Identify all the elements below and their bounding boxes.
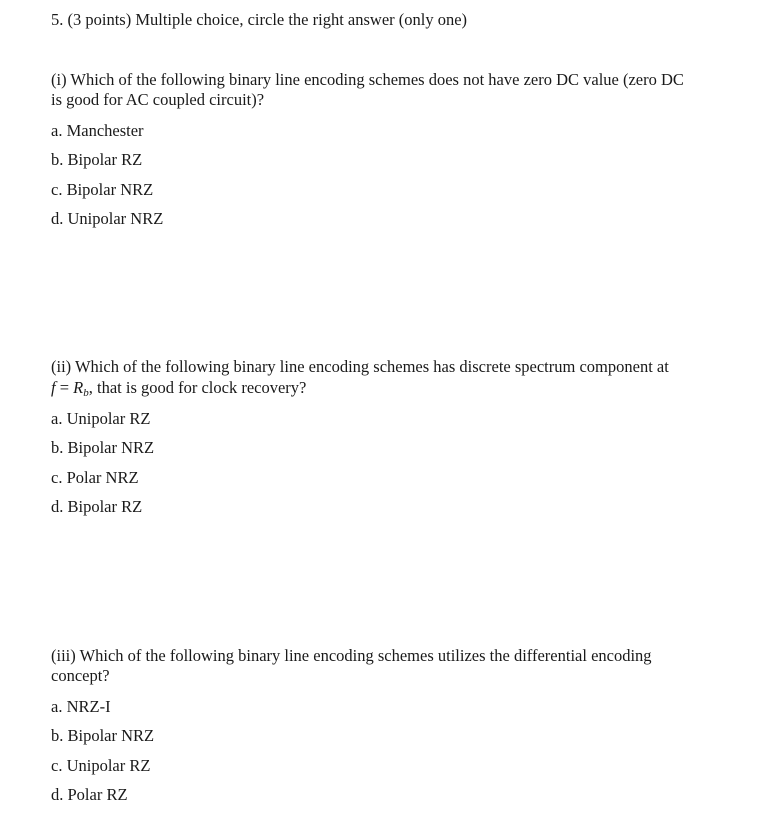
- question-1-line-1: (i) Which of the following binary line encoding schemes does not have zero DC value (zero DC: [51, 70, 684, 89]
- question-2-line-1: (ii) Which of the following binary line encoding schemes has discrete spectrum component at: [51, 357, 669, 376]
- question-3-line-2: concept?: [51, 666, 110, 685]
- question-3-option-c[interactable]: c. Unipolar RZ: [51, 756, 151, 775]
- math-subscript-b: b: [83, 387, 89, 399]
- math-equals: =: [55, 378, 74, 397]
- question-1-option-d[interactable]: d. Unipolar NRZ: [51, 209, 164, 228]
- math-f: f: [51, 378, 56, 397]
- question-3-option-b[interactable]: b. Bipolar NRZ: [51, 726, 155, 745]
- question-3-option-a[interactable]: a. NRZ-I: [51, 697, 111, 716]
- question-2-option-d[interactable]: d. Bipolar RZ: [51, 497, 143, 516]
- page-title: 5. (3 points) Multiple choice, circle the right answer (only one): [51, 10, 468, 29]
- question-2-option-b[interactable]: b. Bipolar NRZ: [51, 438, 155, 457]
- question-3-line-1: (iii) Which of the following binary line encoding schemes utilizes the differential encoding: [51, 646, 652, 665]
- question-1-option-a[interactable]: a. Manchester: [51, 121, 144, 140]
- question-2-line-2-rest: , that is good for clock recovery?: [88, 378, 307, 397]
- question-1-option-c[interactable]: c. Bipolar NRZ: [51, 180, 154, 199]
- math-r: R: [73, 378, 84, 397]
- question-1-line-2: is good for AC coupled circuit)?: [51, 90, 265, 109]
- question-2-line-2: [51, 377, 751, 404]
- question-2-option-a[interactable]: a. Unipolar RZ: [51, 409, 151, 428]
- question-2-option-c[interactable]: c. Polar NRZ: [51, 468, 139, 487]
- question-1-option-b[interactable]: b. Bipolar RZ: [51, 150, 143, 169]
- question-3-option-d[interactable]: d. Polar RZ: [51, 785, 128, 804]
